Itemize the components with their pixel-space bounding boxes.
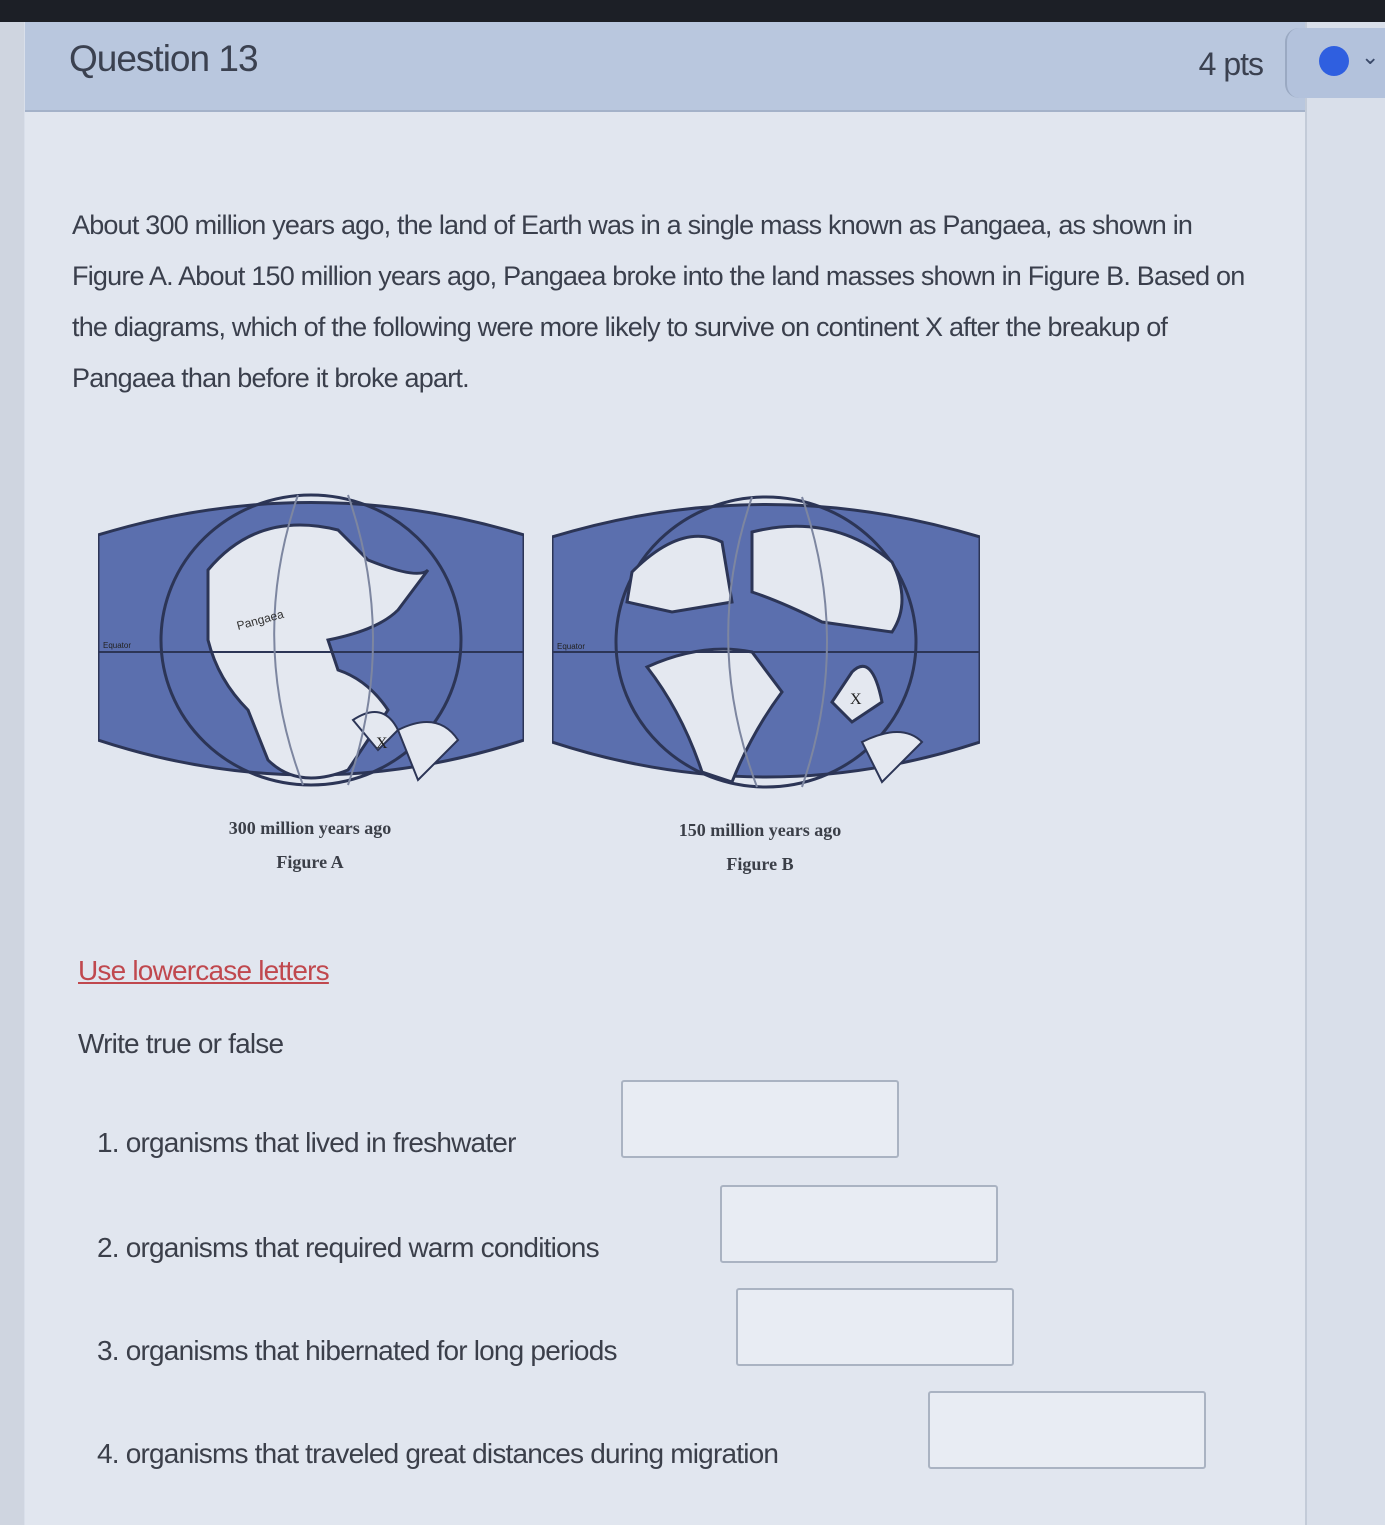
left-margin — [0, 22, 24, 1525]
status-dot-icon — [1319, 46, 1349, 76]
continent-x-label: X — [376, 735, 388, 752]
item-3-label: 3. organisms that hibernated for long periods — [97, 1335, 617, 1366]
figure-b-map — [552, 492, 980, 792]
lowercase-hint-link[interactable]: Use lowercase letters — [78, 955, 329, 986]
instruction-text: Write true or false — [78, 1028, 284, 1059]
figure-a-caption: 300 million years ago — [228, 818, 392, 838]
item-2-label: 2. organisms that required warm conditions — [97, 1232, 599, 1263]
screen-top-bar — [0, 0, 1385, 22]
pangaea-label: Pangaea — [235, 606, 286, 633]
equator-label: Equator — [103, 641, 132, 650]
figure-a-name: Figure A — [276, 852, 344, 872]
question-header — [25, 22, 1305, 112]
question-prompt: About 300 million years ago, the land of Earth was in a single mass known as Pangaea, as shown in Figure A. About 150 million years ago, Pangaea broke into the land masses shown in Figure B. Based on the diagrams, which of the following were more likely to survive on continent X after the breakup of Pangaea than before it broke apart. — [72, 210, 1245, 393]
question-flag-menu[interactable] — [1285, 28, 1385, 98]
answer-input-1[interactable] — [621, 1080, 899, 1158]
question-card — [25, 22, 1307, 1525]
equator-label: Equator — [557, 642, 586, 651]
question-title: Question 13 — [69, 38, 258, 79]
figure-b-name: Figure B — [726, 854, 794, 874]
figure-a-map — [98, 490, 524, 788]
chevron-down-icon: ⌄ — [1361, 44, 1380, 69]
continent-x-label: X — [850, 691, 862, 708]
question-points: 4 pts — [1198, 46, 1263, 82]
answer-input-2[interactable] — [720, 1185, 998, 1263]
answer-input-3[interactable] — [736, 1288, 1014, 1366]
item-4-label: 4. organisms that traveled great distances during migration — [97, 1438, 779, 1469]
answer-input-4[interactable] — [928, 1391, 1206, 1469]
figure-b-caption: 150 million years ago — [678, 820, 842, 840]
item-1-label: 1. organisms that lived in freshwater — [97, 1127, 516, 1158]
